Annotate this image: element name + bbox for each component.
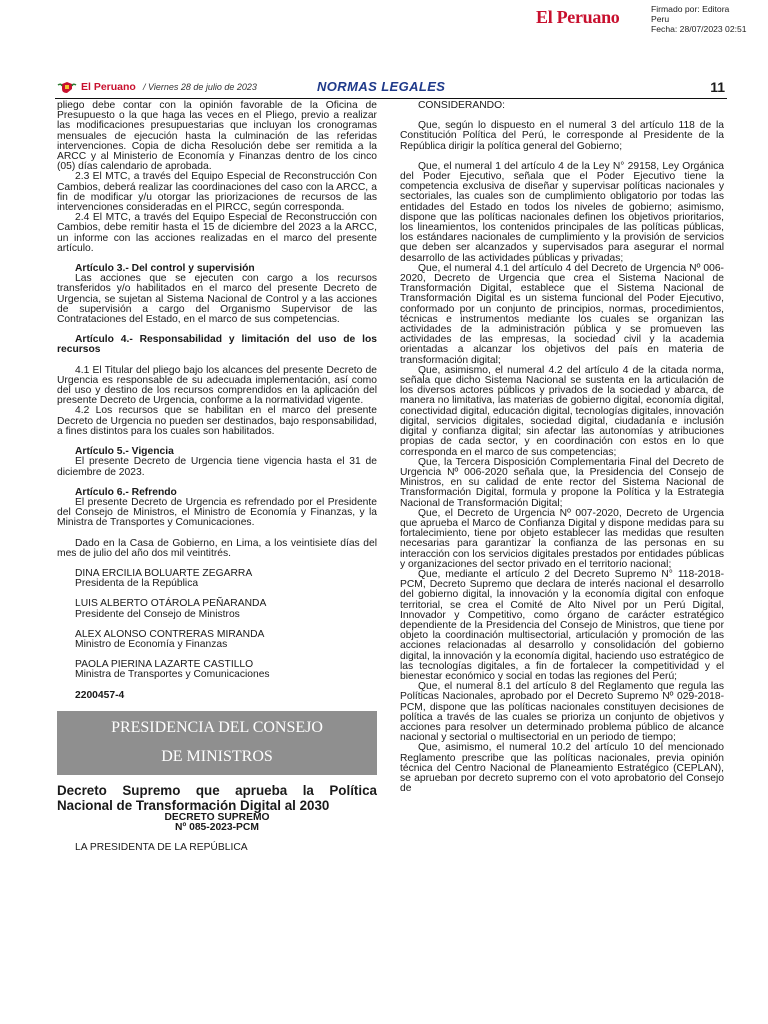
publication-date: / Viernes 28 de julio de 2023 bbox=[143, 82, 257, 92]
paragraph: Dado en la Casa de Gobierno, en Lima, a los veintisiete días del mes de julio del año dos mil veintitrés. bbox=[57, 537, 377, 559]
paragraph: Que, la Tercera Disposición Complementaria Final del Decreto de Urgencia Nº 006-2020 señala que, la Presidencia del Consejo de Ministros, en su calidad de ente rector del Sistema Nacional de Transformación Digital, formula y propone la Política y la Estrategia Nacional de Transformación Digital; bbox=[400, 456, 724, 509]
publication-name: El Peruano bbox=[81, 81, 136, 93]
signer-name: LUIS ALBERTO OTÁROLA PEÑARANDA bbox=[75, 598, 267, 610]
el-peruano-logo: El Peruano bbox=[536, 7, 620, 27]
left-column bbox=[57, 101, 377, 853]
signature-line: Peru bbox=[651, 14, 670, 25]
paragraph: El presente Decreto de Urgencia tiene vigencia hasta el 31 de diciembre de 2023. bbox=[57, 456, 377, 478]
page-number: 11 bbox=[710, 79, 725, 95]
section-banner bbox=[57, 711, 377, 775]
section-banner-line: DE MINISTROS bbox=[161, 747, 273, 765]
signer-name: PAOLA PIERINA LAZARTE CASTILLO bbox=[75, 659, 254, 671]
paragraph: Que, asimismo, el numeral 4.2 del artículo 4 de la citada norma, señala que dicho Sistema Nacional se sustenta en la articulación de los diversos actores públicos y privados de la sociedad y abarca, de manera no limitativa, las materias de gobierno digital, economía digital, conectividad digital, educación digital, tecnologías digitales, innovación digital, servicios digitales, sociedad digital, ciudadanía e inclusión digital y confianza digital; sin afectar las autonomías y atribuciones propias de cada sector, y en coordinación con estos en lo que corresponda en el marco de sus competencias; bbox=[400, 364, 724, 458]
paragraph: pliego debe contar con la opinión favorable de la Oficina de Presupuesto o la que haga las veces en el Pliego, previo a realizar las modificaciones presupuestarias que incluyan los cronogramas mensuales de ejecución hasta la culminación de las referidas intervenciones. Copia de dicha Resolución debe ser remitida a la ARCC y al Ministerio de Economía y Finanzas dentro de los cinco (05) días calendario de aprobada. bbox=[57, 100, 377, 173]
section-title: NORMAS LEGALES bbox=[317, 79, 446, 94]
paragraph: 2.3 El MTC, a través del Equipo Especial de Reconstrucción Con Cambios, deberá realizar las coordinaciones del caso con la ARCC, a fin de modificar y/u otorgar las priorizaciones de recursos de las intervenciones consideradas en el PIRCC, según corresponda. bbox=[57, 171, 377, 214]
article-title: Artículo 5.- Vigencia bbox=[75, 446, 174, 458]
paragraph: 2.4 El MTC, a través del Equipo Especial de Reconstrucción con Cambios, debe remitir hasta el 15 de diciembre del 2023 a la ARCC, un informe con las acciones realizadas en el marco del presente artículo. bbox=[57, 212, 377, 254]
decree-number: Nº 085-2023-PCM bbox=[175, 821, 259, 833]
section-banner-line: PRESIDENCIA DEL CONSEJO bbox=[111, 718, 323, 736]
page-header bbox=[55, 78, 727, 99]
signer-name: ALEX ALONSO CONTRERAS MIRANDA bbox=[75, 628, 265, 640]
decree-title: Decreto Supremo que aprueba la Política Nacional de Transformación Digital al 2030 bbox=[57, 782, 377, 813]
paragraph: 4.1 El Titular del pliego bajo los alcances del presente Decreto de Urgencia es responsable de su adecuada implementación, así como del uso y destino de los recursos comprendidos en la aplicación del presente Decreto de Urgencia, conforme a la normatividad vigente. bbox=[57, 364, 377, 407]
paragraph: Las acciones que se ejecuten con cargo a los recursos transferidos y/o habilitados en el marco del presente Decreto de Urgencia, se sujetan al Sistema Nacional de Control y a las acciones de supervisión a cargo del Organismo Supervisor de las Contrataciones del Estado, en el marco de sus competencias. bbox=[57, 273, 377, 326]
signer-name: DINA ERCILIA BOLUARTE ZEGARRA bbox=[75, 567, 253, 579]
paragraph: Que, asimismo, el numeral 10.2 del artículo 10 del mencionado Reglamento prescribe que las políticas nacionales, previa opinión técnica del Centro Nacional de Planeamiento Estratégico (CEPLAN), se aprueban por decreto supremo con el voto aprobatorio del Consejo de bbox=[400, 742, 724, 795]
signer-role: Ministra de Transportes y Comunicaciones bbox=[75, 669, 270, 681]
signature-text bbox=[651, 4, 747, 35]
signature-line: Fecha: 28/07/2023 02:51 bbox=[651, 24, 747, 35]
paragraph: Que, el numeral 1 del artículo 4 de la Ley N° 29158, Ley Orgánica del Poder Ejecutivo, señala que el Poder Ejecutivo tiene la competencia exclusiva de diseñar y supervisar políticas nacionales y sectoriales, las cuales son de cumplimiento obligatorio por todas las entidades del Estado en todos los niveles de gobierno; asimismo, dispone que las políticas nacionales definen los objetivos prioritarios, los lineamientos, los contenidos principales de las políticas públicas, los estándares nacionales de cumplimiento y la provisión de servicios que deben ser alcanzados y supervisados para asegurar el normal desarrollo de las actividades públicas y privadas; bbox=[400, 160, 724, 264]
section-heading: CONSIDERANDO: bbox=[418, 100, 505, 111]
paragraph: 4.2 Los recursos que se habilitan en el marco del presente Decreto de Urgencia no pueden ser destinados, bajo responsabilidad, a fines distintos para los cuales son habilitados. bbox=[57, 405, 377, 437]
signer-role: Presidenta de la República bbox=[75, 578, 199, 590]
paragraph: Que, el numeral 4.1 del artículo 4 del Decreto de Urgencia Nº 006-2020, Decreto de Urgencia que crea el Sistema Nacional de Transformación Digital, establece que el Sistema Nacional de Transformación Digital es un sistema funcional del Poder Ejecutivo, conformado por un conjunto de principios, normas, procedimientos, técnicas e instrumentos mediante los cuales se organizan las actividades de la administración pública y se promueven las actividades de las empresas, la sociedad civil y la academia orientadas a alcanzar los objetivos del país en materia de transformación digital; bbox=[400, 262, 724, 366]
article-title: Artículo 3.- Del control y supervisión bbox=[75, 263, 255, 275]
signer-role: Ministro de Economía y Finanzas bbox=[75, 638, 228, 650]
coat-of-arms-icon bbox=[57, 81, 77, 94]
signature-line: Firmado por: Editora bbox=[651, 4, 730, 14]
signer-role: Presidente del Consejo de Ministros bbox=[75, 608, 240, 620]
paragraph: Que, mediante el artículo 2 del Decreto Supremo N° 118-2018-PCM, Decreto Supremo que declara de interés nacional el desarrollo del gobierno digital, la innovación y la economía digital con enfoque territorial, se crea el Comité de Alto Nivel por un Perú Digital, Innovador y Competitivo, como órgano de carácter estratégico dependiente de la Presidencia del Consejo de Ministros, que tiene por objeto la coordinación multisectorial, articulación y promoción de las acciones relacionadas al desarrollo y consolidación del gobierno digital, la innovación y la economía digital, haciendo uso estratégico de las tecnologías digitales, a fin de fortalecer la competitividad y el bienestar económico y social en todas las regiones del Perú; bbox=[400, 568, 724, 682]
document-code: 2200457-4 bbox=[75, 689, 125, 701]
article-title: Artículo 6.- Refrendo bbox=[75, 486, 177, 498]
paragraph: Que, el numeral 8.1 del artículo 8 del Reglamento que regula las Políticas Nacionales, aprobado por el Decreto Supremo Nº 029-2018-PCM, dispone que las políticas nacionales constituyen decisiones de política a través de las cuales se prioriza un conjunto de objetivos y acciones para resolver un determinado problema público de alcance nacional y sectorial o multisectorial en un periodo de tiempo; bbox=[400, 681, 724, 744]
paragraph: Que, según lo dispuesto en el numeral 3 del artículo 118 de la Constitución Política del Perú, le corresponde al Presidente de la República dirigir la política general del Gobierno; bbox=[400, 120, 724, 152]
paragraph: Que, el Decreto de Urgencia Nº 007-2020, Decreto de Urgencia que aprueba el Marco de Confianza Digital y dispone medidas para su fortalecimiento, tiene por objeto establecer las medidas que resulten necesarias para garantizar la confianza de las personas en su interacción con los servicios digitales prestados por entidades públicas y organizaciones del sector privado en el territorio nacional; bbox=[400, 507, 724, 570]
article-title: Artículo 4.- Responsabilidad y limitación del uso de los recursos bbox=[57, 334, 377, 356]
paragraph: LA PRESIDENTA DE LA REPÚBLICA bbox=[75, 842, 248, 854]
right-column bbox=[400, 101, 724, 794]
decree-label: DECRETO SUPREMO bbox=[164, 811, 270, 823]
paragraph: El presente Decreto de Urgencia es refrendado por el Presidente del Consejo de Ministros, el Ministro de Economía y Finanzas, y la Ministra de Transportes y Comunicaciones. bbox=[57, 496, 377, 529]
digital-signature bbox=[536, 4, 768, 35]
